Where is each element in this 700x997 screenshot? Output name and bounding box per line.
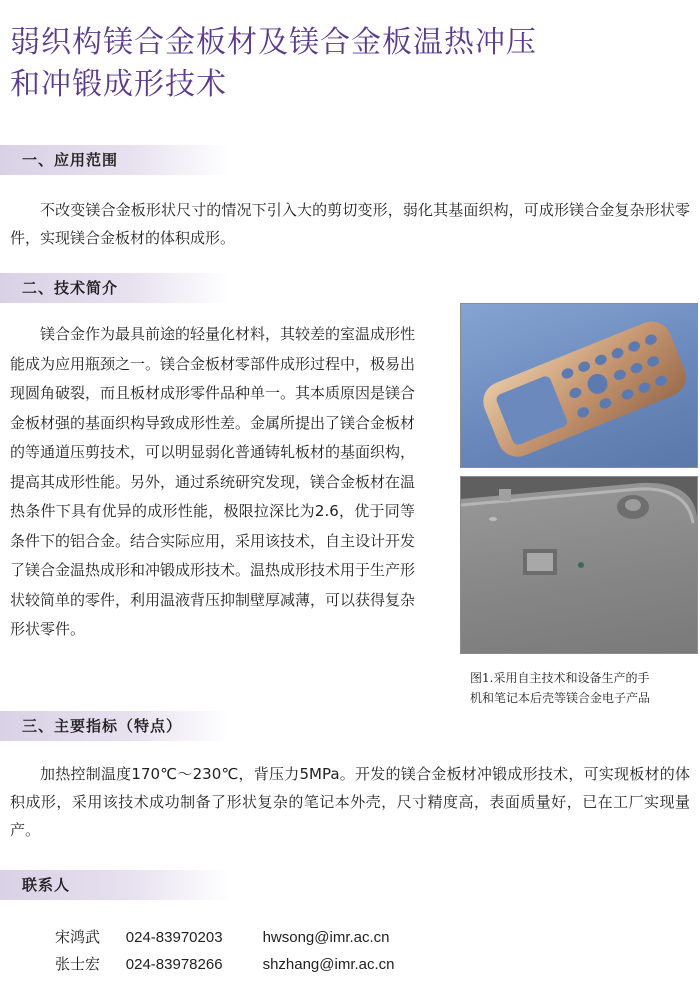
laptop-case-photo [460,476,698,654]
phone-case-image [461,304,697,467]
section-heading-contacts [0,870,230,900]
title-line-1: 弱织构镁合金板材及镁合金板温热冲压 [10,25,537,60]
section-heading-intro [0,273,230,303]
phone-case-photo [460,303,698,468]
title-line-2: 和冲锻成形技术 [10,67,227,102]
specs-paragraph: 加热控制温度170℃～230℃，背压力5MPa。开发的镁合金板材冲锻成形技术，可实现板材的体积成形，采用该技术成功制备了形状复杂的笔记本外壳，尺寸精度高，表面质量好，已在工厂实现量产。 [10,765,690,839]
contact-row [55,952,395,976]
caption-line-2: 机和笔记本后壳等镁合金电子产品 [470,691,651,705]
figure-caption [470,668,695,708]
contact-row [55,925,390,949]
contact-name: 张士宏 [55,955,101,973]
section-heading-text: 一、应用范围 [22,151,119,169]
contact-phone: 024-83978266 [125,956,223,973]
contact-name: 宋鸿武 [55,928,101,946]
intro-paragraph: 镁合金作为最具前途的轻量化材料，其较差的室温成形性能成为应用瓶颈之一。镁合金板材零部件成形过程中，极易出现圆角破裂，而且板材成形零件品种单一。其本质原因是镁合金板材强的基面织构导致成形性差。金属所提出了镁合金板材的等通道压剪技术，可以明显弱化普通铸轧板材的基面织构，提高其成形性能。另外，通过系统研究发现，镁合金板材在温热条件下具有优异的成形性能，极限拉深比为2.6，优于同等条件下的铝合金。结合实际应用，采用该技术，自主设计开发了镁合金温热成形和冲锻成形技术。温热成形技术用于生产形状较简单的零件，利用温液背压抑制壁厚减薄，可以获得复杂形状零件。 [10,325,416,638]
section-heading-text: 二、技术简介 [22,279,119,297]
contact-email-link[interactable]: hwsong@imr.ac.cn [262,929,390,946]
section-heading-text: 联系人 [22,876,71,894]
application-paragraph: 不改变镁合金板形状尺寸的情况下引入大的剪切变形，弱化其基面织构，可成形镁合金复杂形状零件，实现镁合金板材的体积成形。 [10,201,690,247]
section-heading-application [0,145,230,175]
contact-email-link[interactable]: shzhang@imr.ac.cn [262,956,395,973]
section-heading-specs [0,711,230,741]
laptop-case-image [461,477,697,653]
caption-line-1: 图1.采用自主技术和设备生产的手 [470,671,650,685]
page-title [10,22,690,106]
contact-phone: 024-83970203 [125,929,223,946]
section-heading-text: 三、主要指标（特点） [22,717,183,735]
